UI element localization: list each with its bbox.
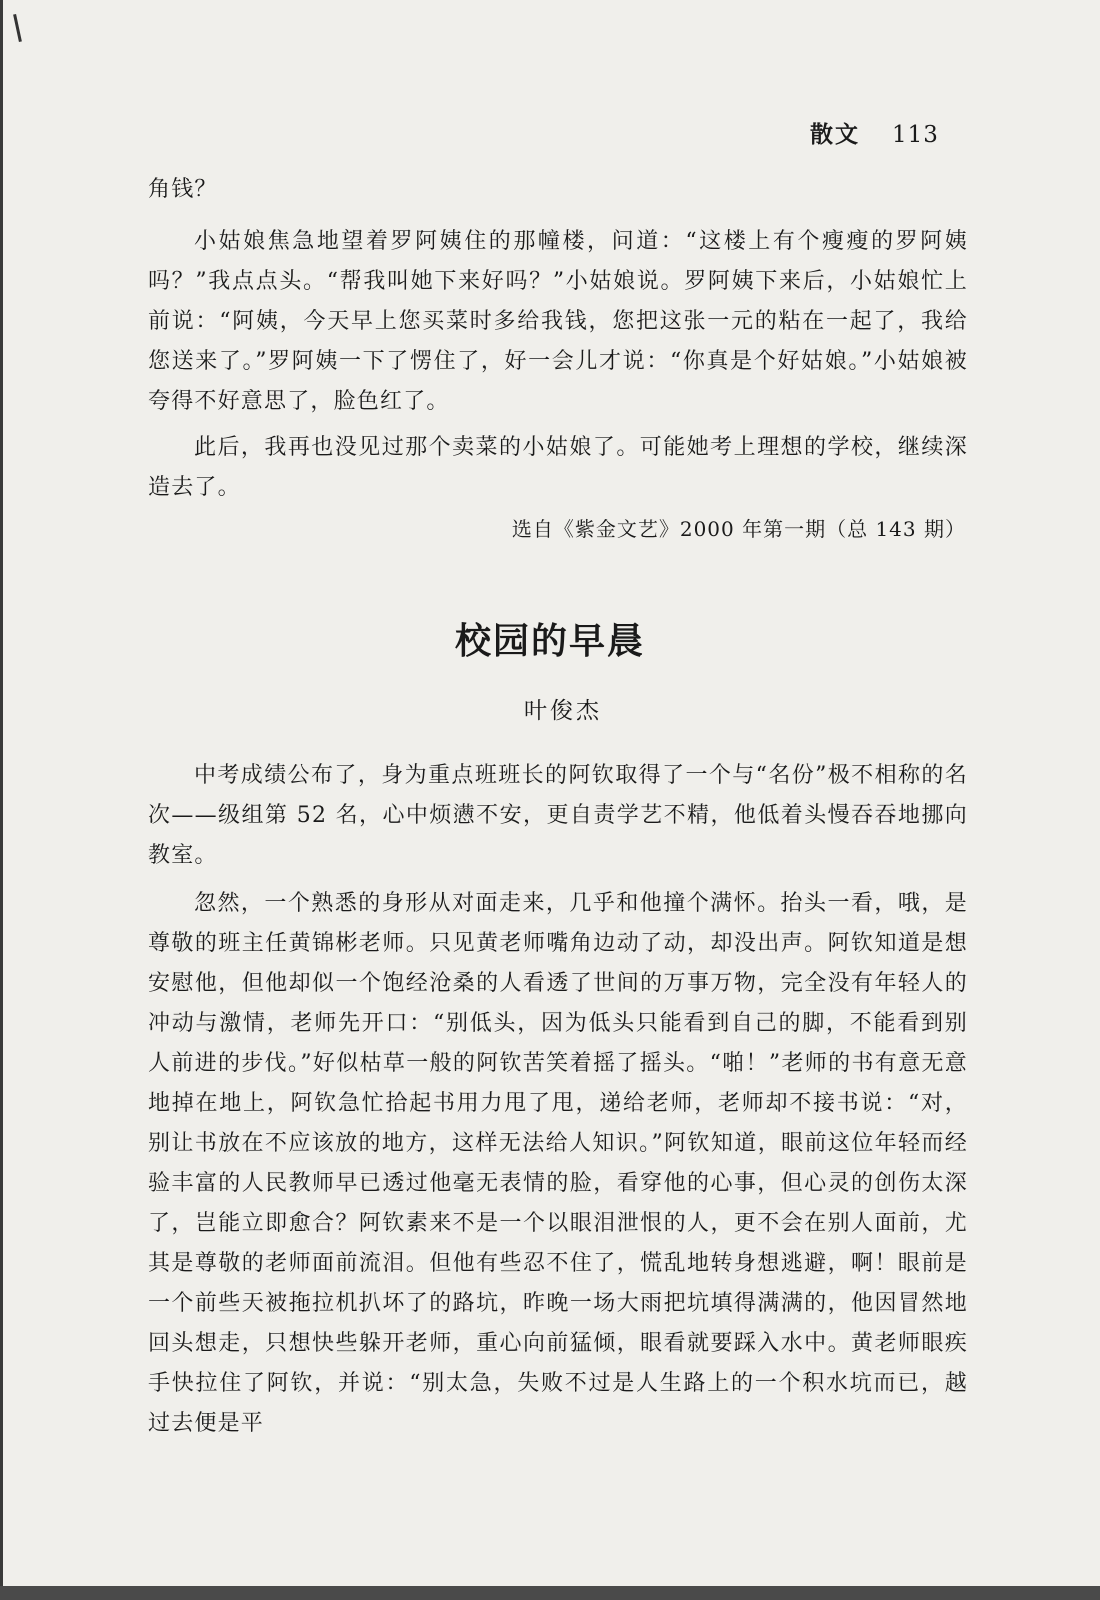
article-paragraph: 中考成绩公布了，身为重点班班长的阿钦取得了一个与“名份”极不相称的名次——级组第 52 名，心中烦懑不安，更自责学艺不精，他低着头慢吞吞地挪向教室。 [148,763,968,868]
previous-article-paragraph: 此后，我再也没见过那个卖菜的小姑娘了。可能她考上理想的学校，继续深造去了。 [148,435,968,500]
scan-bottom-edge [0,1586,1100,1600]
scan-left-edge [0,0,3,1600]
previous-article-paragraph: 小姑娘焦急地望着罗阿姨住的那幢楼，问道：“这楼上有个瘦瘦的罗阿姨吗？”我点点头。“帮我叫她下来好吗？”小姑娘说。罗阿姨下来后，小姑娘忙上前说：“阿姨，今天早上您买菜时多给我钱，您把这张一元的粘在一起了，我给您送来了。”罗阿姨一下了愣住了，好一会儿才说：“你真是个好姑娘。”小姑娘被夸得不好意思了，脸色红了。 [148,229,968,414]
running-head [810,120,970,150]
previous-article-paragraph: 角钱？ [148,177,218,202]
article-paragraph: 忽然，一个熟悉的身形从对面走来，几乎和他撞个满怀。抬头一看，哦，是尊敬的班主任黄锦彬老师。只见黄老师嘴角边动了动，却没出声。阿钦知道是想安慰他，但他却似一个饱经沧桑的人看透了世间的万事万物，完全没有年轻人的冲动与激情，老师先开口：“别低头，因为低头只能看到自己的脚，不能看到别人前进的步伐。”好似枯草一般的阿钦苦笑着摇了摇头。“啪！”老师的书有意无意地掉在地上，阿钦急忙拾起书用力甩了甩，递给老师，老师却不接书说：“对，别让书放在不应该放的地方，这样无法给人知识。”阿钦知道，眼前这位年轻而经验丰富的人民教师早已透过他毫无表情的脸，看穿他的心事，但心灵的创伤太深了，岂能立即愈合？阿钦素来不是一个以眼泪泄恨的人，更不会在别人面前，尤其是尊敬的老师面前流泪。但他有些忍不住了，慌乱地转身想逃避，啊！眼前是一个前些天被拖拉机扒坏了的路坑，昨晚一场大雨把坑填得满满的，他因冒然地回头想走，只想快些躲开老师，重心向前猛倾，眼看就要踩入水中。黄老师眼疾手快拉住了阿钦，并说：“别太急，失败不过是人生路上的一个积水坑而已，越过去便是平 [148,891,968,1436]
article-title: 校园的早晨 [454,621,645,662]
scan-corner-mark [13,14,22,42]
source-citation: 选自《紫金文艺》2000 年第一期（总 143 期） [511,517,966,541]
section-name: 散文 [810,121,860,148]
page-number: 113 [892,122,939,148]
article-author: 叶俊杰 [524,698,602,724]
